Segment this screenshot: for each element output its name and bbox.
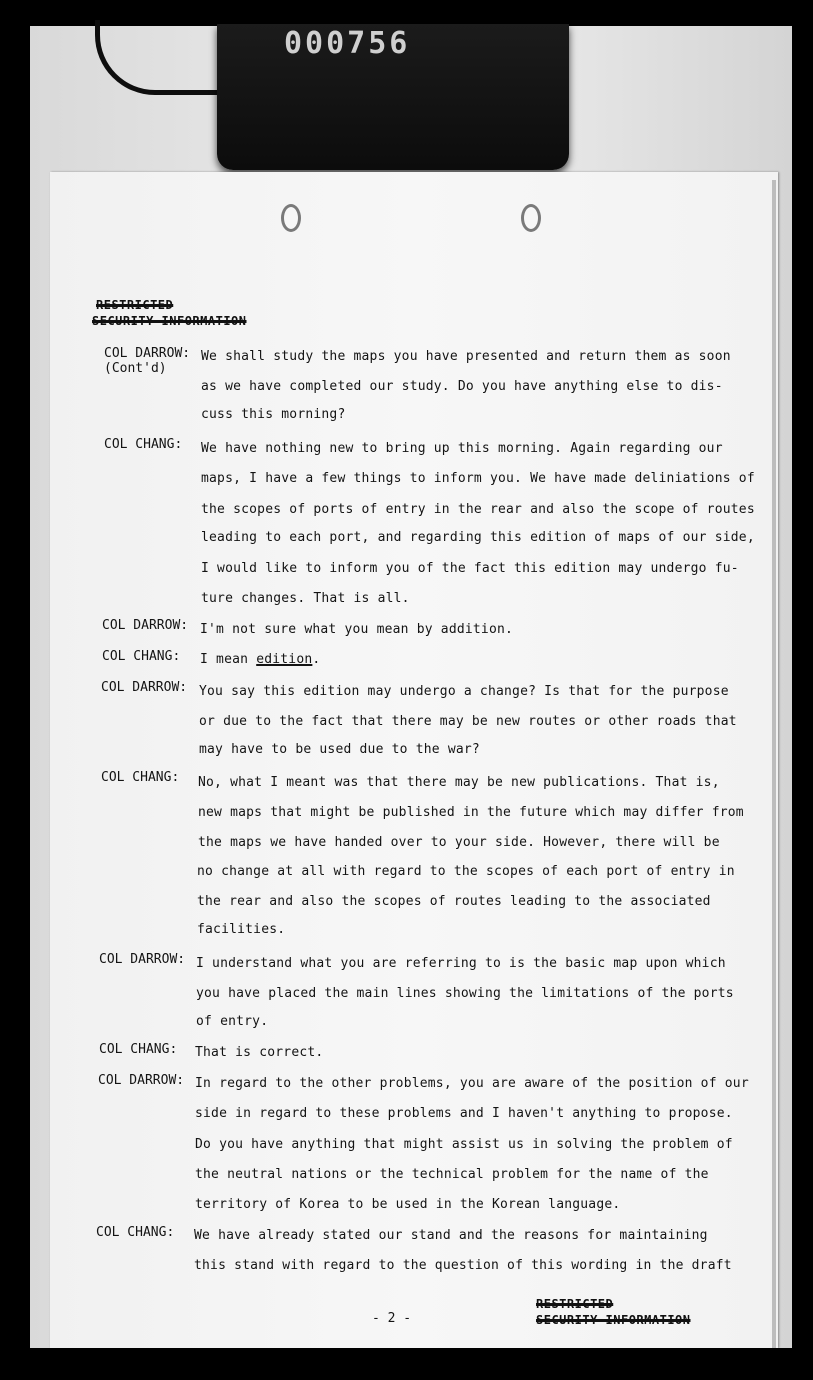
speaker-label: COL CHANG:	[99, 1042, 178, 1057]
page-edge	[772, 180, 776, 1348]
dialogue-line: In regard to the other problems, you are aware of the position of our	[195, 1076, 749, 1091]
dialogue-text: I mean	[200, 652, 257, 667]
speaker-label: COL DARROW:	[98, 1073, 185, 1088]
page-number: - 2 -	[372, 1311, 412, 1326]
dialogue-line: I would like to inform you of the fact this edition may undergo fu-	[201, 561, 739, 576]
footer-stamp-restricted: RESTRICTED	[536, 1297, 614, 1311]
dialogue-line: I'm not sure what you mean by addition.	[200, 622, 514, 637]
underlined-word: edition	[256, 652, 313, 667]
dialogue-line: cuss this morning?	[201, 407, 346, 422]
speaker-label: COL CHANG:	[101, 770, 180, 785]
dialogue-line: the neutral nations or the technical problem for the name of the	[195, 1167, 709, 1182]
dialogue-line: as we have completed our study. Do you have anything else to dis-	[201, 379, 723, 394]
dialogue-line: You say this edition may undergo a change? Is that for the purpose	[199, 684, 729, 699]
footer-stamp-security: SECURITY INFORMATION	[536, 1313, 691, 1327]
speaker-label: COL DARROW:	[101, 680, 188, 695]
dialogue-line: We have nothing new to bring up this morning. Again regarding our	[201, 441, 723, 456]
speaker-label: COL CHANG:	[102, 649, 181, 664]
dialogue-line: We shall study the maps you have presented and return them as soon	[201, 349, 731, 364]
dialogue-line: the scopes of ports of entry in the rear and also the scope of routes	[201, 502, 755, 517]
dialogue-line: this stand with regard to the question of this wording in the draft	[194, 1258, 732, 1273]
dialogue-line: We have already stated our stand and the reasons for maintaining	[194, 1228, 708, 1243]
dialogue-line: new maps that might be published in the future which may differ from	[198, 805, 744, 820]
dialogue-line: Do you have anything that might assist us in solving the problem of	[195, 1137, 733, 1152]
punch-hole-right	[521, 204, 541, 232]
header-stamp-restricted: RESTRICTED	[96, 298, 174, 312]
dialogue-line	[200, 652, 320, 667]
speaker-label: COL DARROW:	[102, 618, 189, 633]
speaker-label: COL DARROW:	[99, 952, 186, 967]
speaker-continued-label: (Cont'd)	[104, 361, 167, 376]
dialogue-line: of entry.	[196, 1014, 269, 1029]
speaker-label: COL DARROW:	[104, 346, 191, 361]
dialogue-line: or due to the fact that there may be new routes or other roads that	[199, 714, 737, 729]
dialogue-line: facilities.	[197, 922, 286, 937]
dialogue-punctuation: .	[312, 652, 321, 667]
dialogue-line: maps, I have a few things to inform you. We have made deliniations of	[201, 471, 755, 486]
speaker-label: COL CHANG:	[96, 1225, 175, 1240]
dialogue-line: No, what I meant was that there may be new publications. That is,	[198, 775, 720, 790]
frame-number: 000756	[284, 26, 411, 61]
dialogue-line: ture changes. That is all.	[201, 591, 410, 606]
dialogue-line: side in regard to these problems and I haven't anything to propose.	[195, 1106, 733, 1121]
dialogue-line: the maps we have handed over to your side. However, there will be	[198, 835, 720, 850]
dialogue-line: may have to be used due to the war?	[199, 742, 480, 757]
punch-hole-left	[281, 204, 301, 232]
dialogue-line: the rear and also the scopes of routes leading to the associated	[197, 894, 711, 909]
dialogue-line: no change at all with regard to the scopes of each port of entry in	[197, 864, 735, 879]
dialogue-line: you have placed the main lines showing the limitations of the ports	[196, 986, 734, 1001]
dialogue-line: I understand what you are referring to is the basic map upon which	[196, 956, 726, 971]
dialogue-line: territory of Korea to be used in the Korean language.	[195, 1197, 621, 1212]
dialogue-line: leading to each port, and regarding this edition of maps of our side,	[201, 530, 755, 545]
header-stamp-security: SECURITY INFORMATION	[92, 314, 247, 328]
speaker-label: COL CHANG:	[104, 437, 183, 452]
dialogue-line: That is correct.	[195, 1045, 324, 1060]
